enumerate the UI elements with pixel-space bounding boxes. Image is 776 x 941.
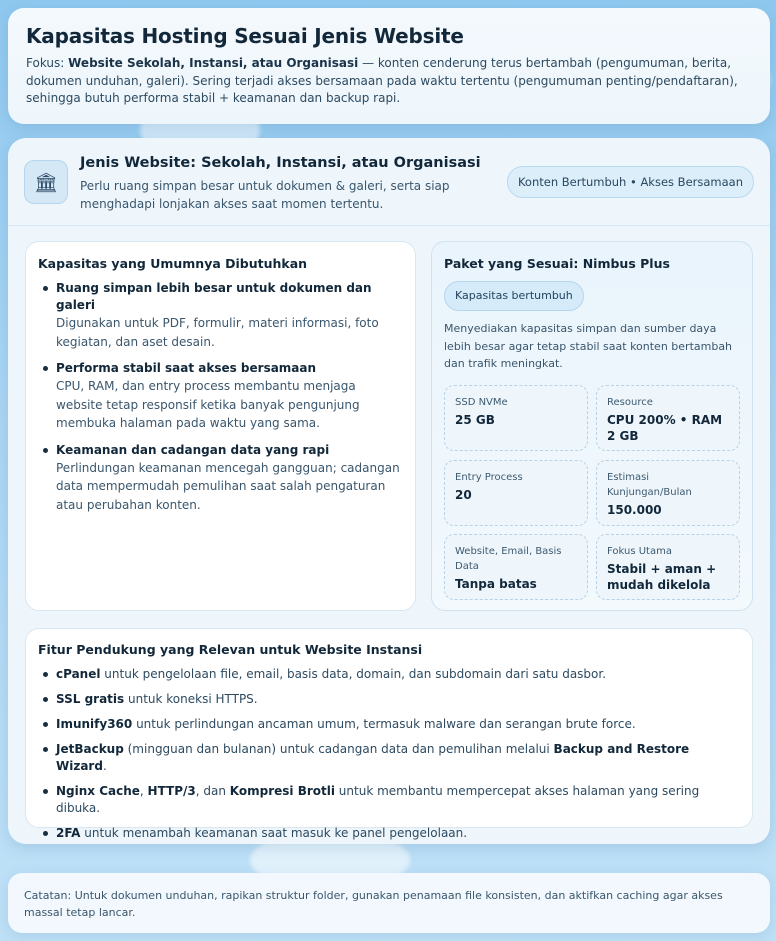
list-item — [38, 741, 740, 775]
feature-text: untuk perlindungan ancaman umum, termasuk malware dan serangan brute force. — [132, 717, 636, 731]
need-title: Keamanan dan cadangan data yang rapi — [56, 442, 330, 457]
needs-list — [38, 280, 403, 514]
spec-value: Tanpa batas — [455, 577, 537, 591]
plan-title: Paket yang Sesuai: Nimbus Plus — [444, 256, 670, 271]
feature-name: Kompresi Brotli — [229, 784, 335, 798]
feature-name: Imunify360 — [56, 717, 133, 731]
spec-label: SSD NVMe — [455, 397, 508, 408]
needs-card — [25, 241, 416, 611]
spec-entry-process — [444, 460, 588, 526]
spec-label: Estimasi Kunjungan/Bulan — [607, 472, 692, 498]
intro-card — [8, 8, 770, 124]
feature-text: untuk menambah keamanan saat masuk ke panel pengelolaan. — [80, 826, 468, 840]
feature-text: . — [102, 759, 107, 773]
focus-prefix: Fokus: — [26, 56, 69, 70]
focus-highlight: Website Sekolah, Instansi, atau Organisasi — [68, 56, 359, 70]
feature-name: cPanel — [56, 667, 101, 681]
feature-text: , dan — [195, 784, 230, 798]
focus-description: — konten cenderung terus bertambah (pengumuman, berita, dokumen unduhan, galeri). Sering terjadi akses bersamaan pada waktu tertentu (pengumuman penting/pendaftaran), sehingga butuh performa stabil + keamanan dan backup rapi. — [26, 56, 738, 105]
spec-ssd — [444, 385, 588, 451]
plan-card — [431, 241, 753, 611]
list-item — [38, 716, 740, 733]
feature-text: untuk pengelolaan file, email, basis data, domain, dan subdomain dari satu dasbor. — [100, 667, 607, 681]
note-card — [8, 873, 770, 933]
site-type-badge: Konten Bertumbuh • Akses Bersamaan — [507, 166, 754, 198]
feature-name: Nginx Cache — [56, 784, 140, 798]
site-type-header — [8, 138, 770, 226]
need-title: Performa stabil saat akses bersamaan — [56, 361, 317, 375]
feature-name: SSL gratis — [56, 692, 125, 706]
list-item — [38, 691, 740, 708]
list-item — [38, 280, 403, 351]
spec-label: Fokus Utama — [607, 546, 672, 557]
spec-website-email-db — [444, 534, 588, 600]
spec-value: CPU 200% • RAM 2 GB — [607, 413, 723, 443]
plan-description: Menyediakan kapasitas simpan dan sumber daya lebih besar agar tetap stabil saat konten bertambah dan trafik meningkat. — [444, 322, 733, 370]
need-description: Digunakan untuk PDF, formulir, materi informasi, foto kegiatan, dan aset desain. — [56, 316, 379, 349]
page-title: Kapasitas Hosting Sesuai Jenis Website — [26, 24, 464, 48]
spec-label: Website, Email, Basis Data — [455, 546, 562, 572]
note-text: Catatan: Untuk dokumen unduhan, rapikan struktur folder, gunakan penamaan file konsisten, dan aktifkan caching agar akses massal tetap lancar. — [24, 889, 723, 919]
list-item — [38, 783, 740, 817]
list-item — [38, 825, 740, 842]
spec-value: 20 — [455, 488, 472, 502]
site-type-description: Perlu ruang simpan besar untuk dokumen & galeri, serta siap menghadapi lonjakan akses saat momen tertentu. — [80, 179, 450, 211]
list-item — [38, 360, 403, 433]
institution-icon: 🏛 — [24, 160, 68, 204]
spec-visits — [596, 460, 740, 526]
spec-value: 25 GB — [455, 413, 495, 427]
need-title: Ruang simpan lebih besar untuk dokumen dan galeri — [56, 281, 372, 312]
feature-text: untuk koneksi HTTPS. — [124, 692, 258, 706]
feature-name: HTTP/3 — [147, 784, 196, 798]
focus-text — [26, 55, 752, 108]
spec-value: Stabil + aman + mudah dikelola — [607, 562, 717, 592]
plan-tag: Kapasitas bertumbuh — [444, 281, 584, 311]
features-title: Fitur Pendukung yang Relevan untuk Website Instansi — [38, 642, 423, 657]
list-item — [38, 666, 740, 683]
feature-name: Backup and Restore Wizard — [56, 742, 690, 773]
feature-text: untuk membantu mempercepat akses halaman yang sering dibuka. — [56, 784, 700, 815]
spec-main-focus — [596, 534, 740, 600]
needs-title: Kapasitas yang Umumnya Dibutuhkan — [38, 256, 308, 271]
list-item — [38, 442, 403, 515]
spec-value: 150.000 — [607, 503, 662, 517]
need-description: CPU, RAM, dan entry process membantu menjaga website tetap responsif ketika banyak pengunjung membuka halaman pada waktu yang sama. — [56, 379, 360, 430]
spec-resource — [596, 385, 740, 451]
feature-name: JetBackup — [56, 742, 124, 756]
features-card — [25, 628, 753, 840]
need-description: Perlindungan keamanan mencegah gangguan; cadangan data mempermudah pemulihan saat salah pengaturan atau perubahan konten. — [56, 460, 400, 512]
feature-name: 2FA — [56, 826, 81, 840]
features-list — [38, 666, 740, 842]
feature-text: (mingguan dan bulanan) untuk cadangan data dan pemulihan melalui — [123, 742, 554, 756]
spec-label: Resource — [607, 397, 653, 408]
site-type-title: Jenis Website: Sekolah, Instansi, atau Organisasi — [80, 155, 481, 171]
main-panel — [8, 138, 770, 844]
feature-text: , — [139, 784, 148, 798]
spec-label: Entry Process — [455, 472, 523, 483]
